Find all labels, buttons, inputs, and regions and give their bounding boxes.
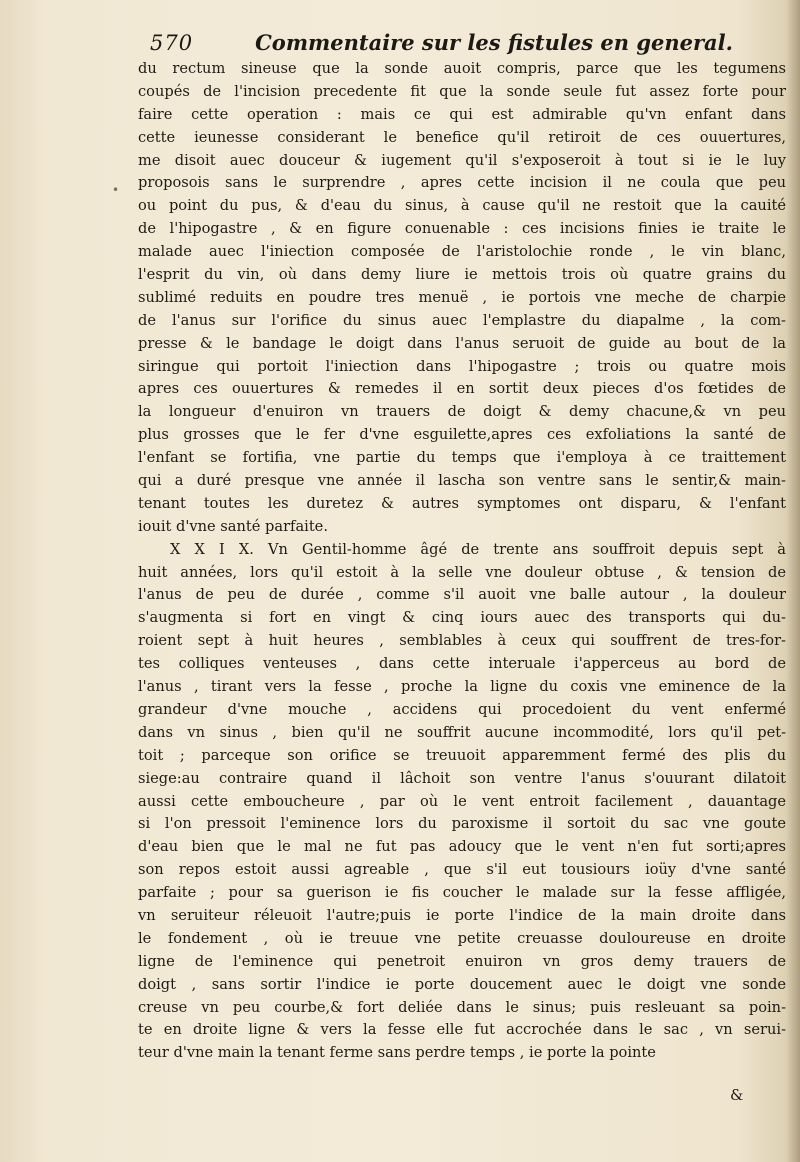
margin-dot: •: [112, 183, 120, 197]
catchword: &: [730, 1086, 744, 1104]
text-line: du rectum sineuse que la sonde auoit compris, parce que les tegumens: [138, 60, 786, 77]
text-line: ligne de l'eminence qui penetroit enuiron vn gros demy trauers de: [138, 952, 786, 970]
running-title: Commentaire sur les fistules en general.: [255, 30, 733, 55]
text-line: s'augmenta si fort en vingt & cinq iours auec des transports qui du-: [138, 609, 786, 627]
text-line: toit ; parceque son orifice se treuuoit apparemment fermé des plis du: [138, 746, 786, 764]
text-line: ou point du pus, & d'eau du sinus, à cause qu'il ne restoit que la cauité: [138, 197, 786, 215]
text-line: teur d'vne main la tenant ferme sans perdre temps , ie porte la pointe: [138, 1044, 656, 1062]
text-line: qui a duré presque vne année il laschа son ventre sans le sentir,& main-: [138, 472, 786, 490]
body-text: [138, 58, 786, 1065]
text-line: faire cette operation : mais ce qui est admirable qu'vn enfant dans: [138, 105, 786, 123]
text-line: parfaite ; pour sa guerison ie fis coucher le malade sur la fesse affligée,: [138, 884, 786, 902]
text-line: le fondement , où ie treuue vne petite creuasse douloureuse en droite: [138, 929, 786, 947]
text-line: te en droite ligne & vers la fesse elle fut accrochée dans le sac , vn serui-: [138, 1021, 786, 1039]
text-line: grandeur d'vne mouche , accidens qui procedoient du vent enfermé: [138, 700, 786, 718]
text-line: huit années, lors qu'il estoit à la selle vne douleur obtuse , & tension de: [138, 563, 786, 581]
text-line: me disoit auec douceur & iugement qu'il s'exposeroit à tout si ie le luy: [138, 151, 786, 169]
text-line: cette ieunesse considerant le benefice qu'il retiroit de ces ouuertures,: [138, 128, 786, 146]
text-line: tes colliques venteuses , dans cette interuale i'apperceus au bord de: [138, 655, 786, 673]
text-line: de l'anus sur l'orifice du sinus auec l'emplastre du diapalme , la com-: [138, 311, 786, 329]
text-line: si l'on pressoit l'eminence lors du paroxisme il sortoit du sac vne goute: [138, 815, 786, 833]
text-line: roient sept à huit heures , semblables à ceux qui souffrent de tres-for-: [138, 632, 786, 650]
text-line: aussi cette emboucheure , par où le vent entroit facilement , dauantage: [138, 792, 786, 810]
text-line: X X I X. Vn Gentil-homme âgé de trente ans souffroit depuis sept à: [170, 540, 786, 558]
text-line: l'anus de peu de durée , comme s'il auoit vne balle autour , la douleur: [138, 586, 786, 604]
text-line: sublimé reduits en poudre tres menuë , ie portois vne meche de charpie: [138, 288, 786, 306]
page-number: 570: [150, 31, 194, 55]
text-line: malade auec l'iniection composée de l'aristolochie ronde , le vin blanc,: [138, 243, 786, 261]
text-line: dans vn sinus , bien qu'il ne souffrit aucune incommodité, lors qu'il pet-: [138, 723, 786, 741]
text-line: coupés de l'incision precedente fit que la sonde seule fut assez forte pour: [138, 82, 786, 100]
text-line: vn seruiteur réleuoit l'autre;puis ie porte l'indice de la main droite dans: [138, 906, 786, 924]
text-line: siege:au contraire quand il lâchoit son ventre l'anus s'ouurant dilatoit: [138, 769, 786, 787]
text-line: iouit d'vne santé parfaite.: [138, 517, 328, 535]
text-line: d'eau bien que le mal ne fut pas adoucy que le vent n'en fut sorti;apres: [138, 838, 786, 856]
text-line: creuse vn peu courbe,& fort deliée dans le sinus; puis resleuant sa poin-: [138, 998, 786, 1016]
text-line: la longueur d'enuiron vn trauers de doigt & demy chacune,& vn peu: [138, 403, 786, 421]
text-line: plus grosses que le fer d'vne esguilette,apres ces exfoliations la santé de: [138, 426, 786, 444]
text-line: siringue qui portoit l'iniection dans l'hipogastre ; trois ou quatre mois: [138, 357, 786, 375]
page-edge-shadow: [786, 0, 800, 1162]
text-line: l'esprit du vin, où dans demy liure ie mettois trois où quatre grains du: [138, 266, 786, 284]
text-line: proposois sans le surprendre , apres cette incision il ne coula que peu: [138, 174, 786, 192]
page-header: [150, 30, 733, 55]
text-line: l'anus , tirant vers la fesse , proche la ligne du coxis vne eminence de la: [138, 678, 786, 696]
text-line: doigt , sans sortir l'indice ie porte doucement auec le doigt vne sonde: [138, 975, 786, 993]
text-line: tenant toutes les duretez & autres symptomes ont disparu, & l'enfant: [138, 494, 786, 512]
text-line: apres ces ouuertures & remedes il en sortit deux pieces d'os fœtides de: [138, 380, 786, 398]
text-line: l'enfant se fortifia, vne partie du temps que i'employa à ce traittement: [138, 449, 786, 467]
text-line: presse & le bandage le doigt dans l'anus seruoit de guide au bout de la: [138, 334, 786, 352]
text-line: de l'hipogastre , & en figure conuenable : ces incisions finies ie traite le: [138, 220, 786, 238]
text-line: son repos estoit aussi agreable , que s'il eut tousiours ioüy d'vne santé: [138, 861, 786, 879]
